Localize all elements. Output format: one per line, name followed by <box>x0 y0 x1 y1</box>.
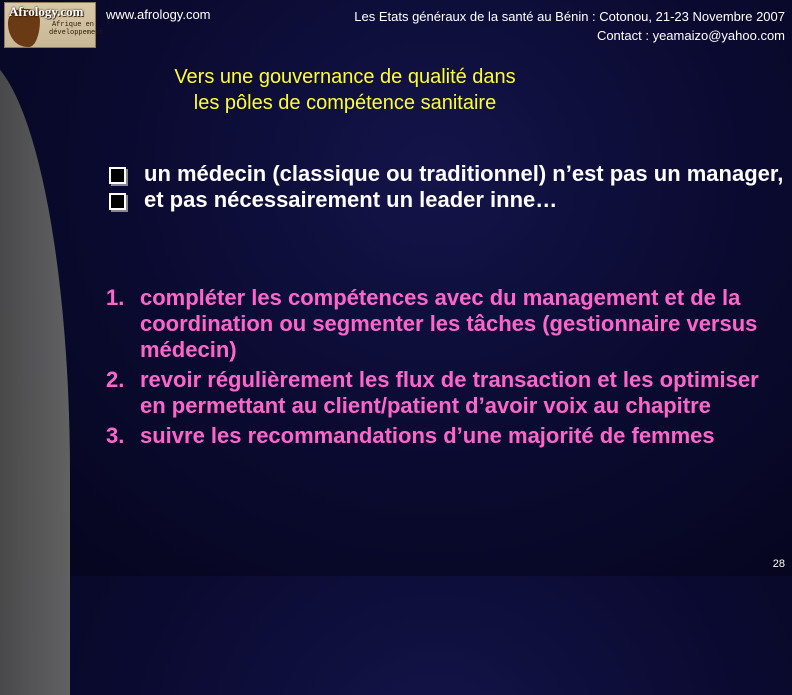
numbered-item <box>106 367 782 419</box>
bullet-list <box>106 161 786 213</box>
contact-email[interactable]: Contact : yeamaizo@yahoo.com <box>596 28 785 43</box>
bullet-item <box>106 187 786 213</box>
checkbox-bullet-icon <box>109 193 126 210</box>
item-text: suivre les recommandations d’une majorité de femmes <box>140 423 715 448</box>
item-number: 1. <box>106 285 125 310</box>
bullet-text: un médecin (classique ou traditionnel) n’est pas un manager, <box>144 161 784 186</box>
title-line-2: les pôles de compétence sanitaire <box>193 92 497 114</box>
bullet-item <box>106 161 786 187</box>
event-header <box>354 7 785 45</box>
slide-title <box>150 64 540 116</box>
logo-tagline: Afrique en développement <box>49 21 104 37</box>
decorative-curve <box>0 55 70 695</box>
numbered-list <box>106 285 782 453</box>
bullet-text: et pas nécessairement un leader inne… <box>144 187 558 212</box>
page-number: 28 <box>772 558 785 570</box>
logo-brand: Afrology.com <box>9 4 84 19</box>
website-link[interactable]: www.afrology.com <box>106 7 211 22</box>
item-text: revoir régulièrement les flux de transaction et les optimiser en permettant au client/patient d’avoir voix au chapitre <box>140 367 759 418</box>
item-text: compléter les compétences avec du management et de la coordination ou segmenter les tâches (gestionnaire versus médecin) <box>140 285 758 362</box>
numbered-item <box>106 285 782 363</box>
numbered-item <box>106 423 782 449</box>
item-number: 3. <box>106 423 125 448</box>
checkbox-bullet-icon <box>109 167 126 184</box>
item-number: 2. <box>106 367 125 392</box>
afrology-logo[interactable] <box>4 2 104 48</box>
title-line-1: Vers une gouvernance de qualité dans <box>174 66 516 88</box>
event-title: Les Etats généraux de la santé au Bénin : Cotonou, 21-23 Novembre 2007 <box>354 9 785 24</box>
